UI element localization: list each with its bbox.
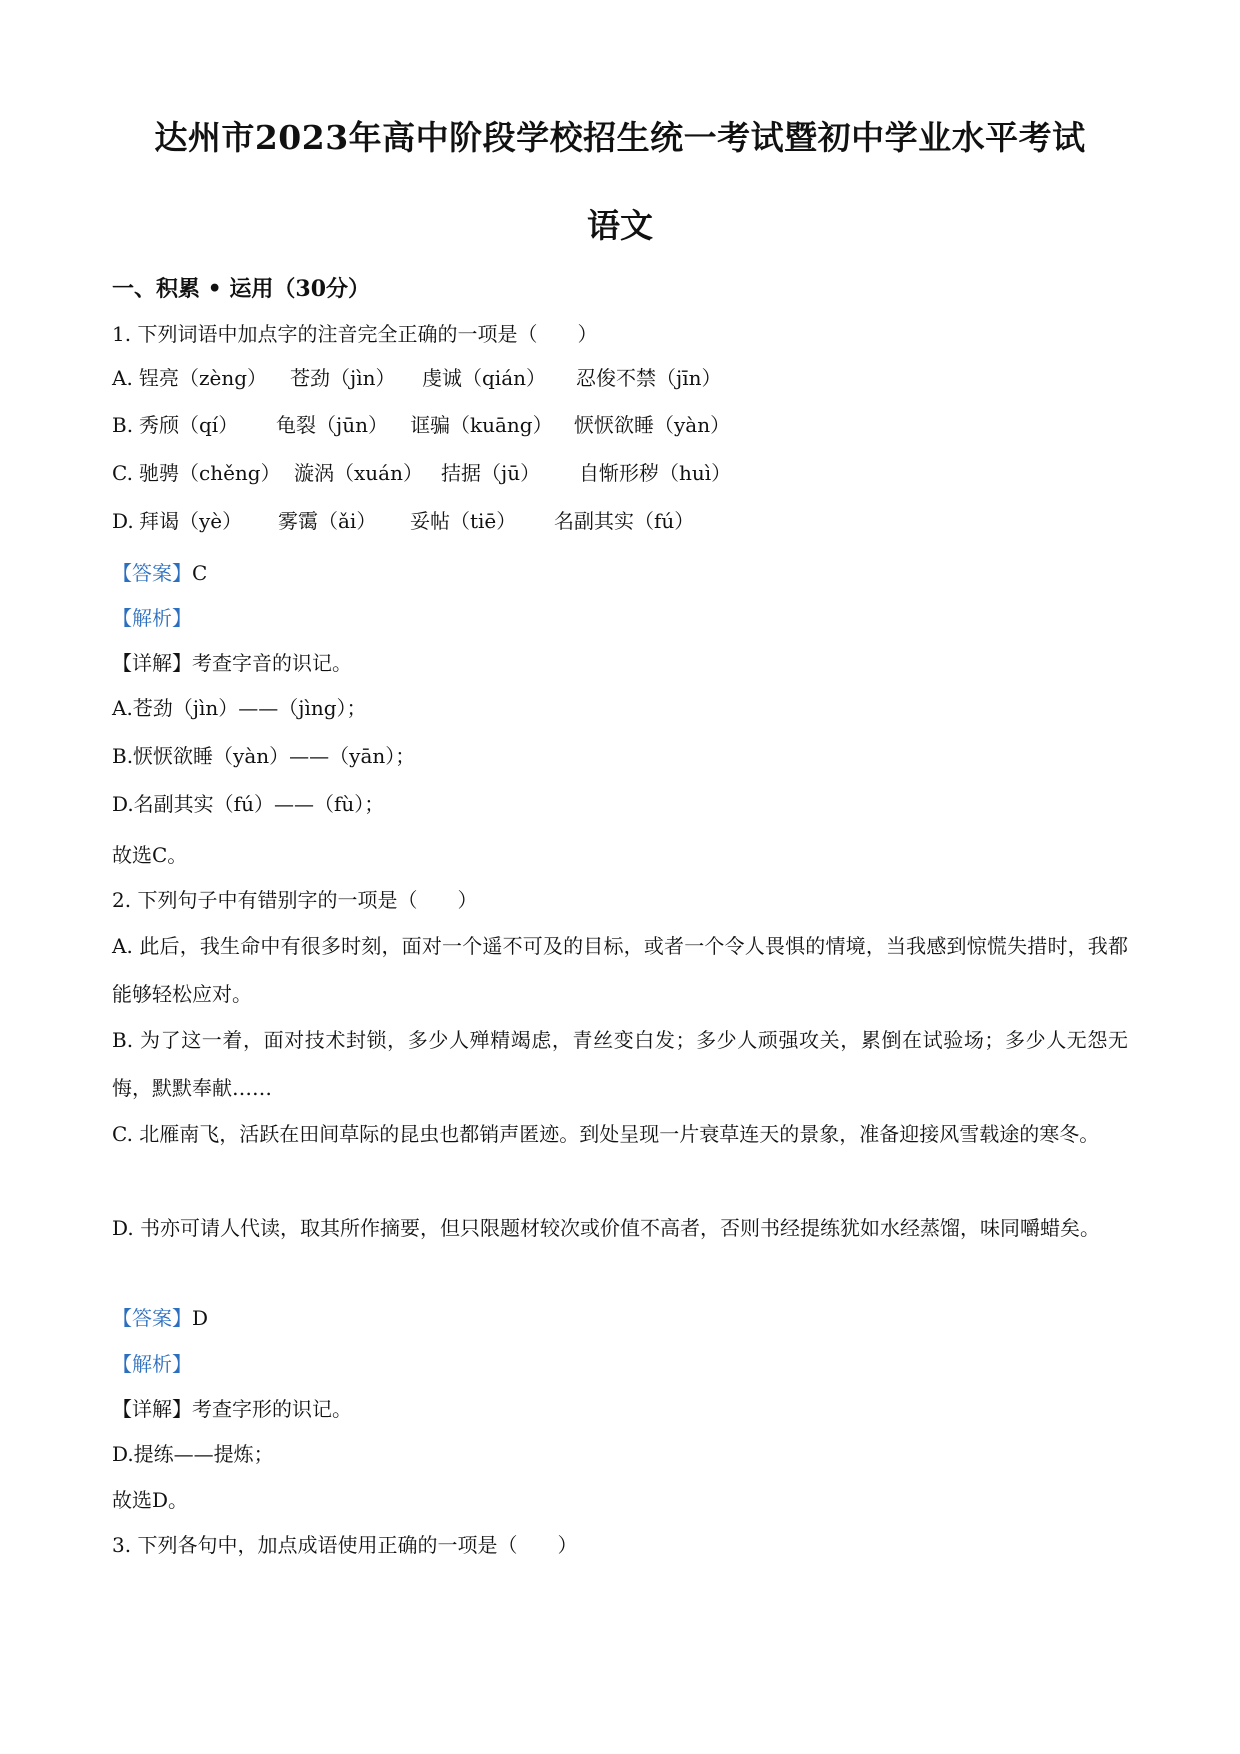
- note-line: A.苍劲（jìn）——（jìng）；: [112, 696, 367, 720]
- option-item: 拜谒（yè）: [139, 509, 243, 533]
- option-label: D.: [112, 509, 134, 533]
- option-item: 锃亮（zèng）: [139, 366, 268, 390]
- analysis-tag: 【解析】: [112, 606, 192, 630]
- option-item: 漩涡（xuán）: [294, 461, 423, 485]
- answer-tag: 【答案】: [112, 1306, 192, 1330]
- option-item: 龟裂（jūn）: [276, 413, 388, 437]
- answer-value: D: [192, 1306, 209, 1330]
- analysis-tag: 【解析】: [112, 1352, 192, 1376]
- option-item: 诓骗（kuāng）: [410, 413, 553, 437]
- option-item: 忍俊不禁（jīn）: [576, 366, 722, 390]
- answer-value: C: [192, 561, 208, 585]
- note-line: D.名副其实（fú）——（fù）；: [112, 792, 385, 816]
- option-item: 驰骋（chěng）: [139, 461, 281, 485]
- answer-tag: 【答案】: [112, 561, 192, 585]
- question-2-option-b: B. 为了这一着，面对技术封锁，多少人殚精竭虑，青丝变白发；多少人顽强攻关，累倒在试验场；多少人无怨无悔，默默奉献……: [112, 1028, 1128, 1100]
- conclusion-line: 故选D。: [112, 1488, 189, 1512]
- question-1-option-d: [112, 507, 695, 535]
- conclusion-line: 故选C。: [112, 843, 188, 867]
- option-item: 自惭形秽（huì）: [579, 461, 732, 485]
- option-item: 名副其实（fú）: [554, 509, 695, 533]
- note-line: B.恹恹欲睡（yàn）——（yān）；: [112, 744, 416, 768]
- question-1-option-c: [112, 459, 732, 487]
- exam-title: 达州市2023年高中阶段学校招生统一考试暨初中学业水平考试: [154, 118, 1086, 157]
- question-1-stem: 1. 下列词语中加点字的注音完全正确的一项是（ ）: [112, 322, 598, 346]
- option-item: 雾霭（ǎi）: [278, 509, 377, 533]
- question-1-option-a: [112, 364, 722, 392]
- detail-line: 【详解】考查字形的识记。: [112, 1397, 352, 1421]
- option-item: 虔诚（qián）: [422, 366, 547, 390]
- option-item: 苍劲（jìn）: [290, 366, 396, 390]
- question-1-option-b: [112, 411, 731, 439]
- option-item: 恹恹欲睡（yàn）: [574, 413, 731, 437]
- answer-line: [112, 1304, 208, 1332]
- subject-title: 语文: [587, 206, 653, 245]
- option-label: C.: [112, 461, 133, 485]
- question-2-stem: 2. 下列句子中有错别字的一项是（ ）: [112, 888, 478, 912]
- option-label: A.: [112, 366, 133, 390]
- detail-line: 【详解】考查字音的识记。: [112, 651, 352, 675]
- option-label: B.: [112, 413, 134, 437]
- section-heading: 一、积累 • 运用（30分）: [112, 276, 370, 302]
- question-2-option-c: C. 北雁南飞，活跃在田间草际的昆虫也都销声匿迹。到处呈现一片衰草连天的景象，准备迎接风雪载途的寒冬。: [112, 1122, 1100, 1146]
- option-item: 秀颀（qí）: [139, 413, 239, 437]
- question-2-option-a: A. 此后，我生命中有很多时刻，面对一个遥不可及的目标，或者一个令人畏惧的情境，当我感到惊慌失措时，我都能够轻松应对。: [112, 934, 1128, 1006]
- note-line: D.提练——提炼；: [112, 1442, 274, 1466]
- option-item: 妥帖（tiē）: [410, 509, 517, 533]
- question-3-stem: 3. 下列各句中，加点成语使用正确的一项是（ ）: [112, 1533, 578, 1557]
- answer-line: [112, 559, 207, 587]
- question-2-option-d: D. 书亦可请人代读，取其所作摘要，但只限题材较次或价值不高者，否则书经提练犹如水经蒸馏，味同嚼蜡矣。: [112, 1216, 1101, 1240]
- option-item: 拮据（jū）: [441, 461, 541, 485]
